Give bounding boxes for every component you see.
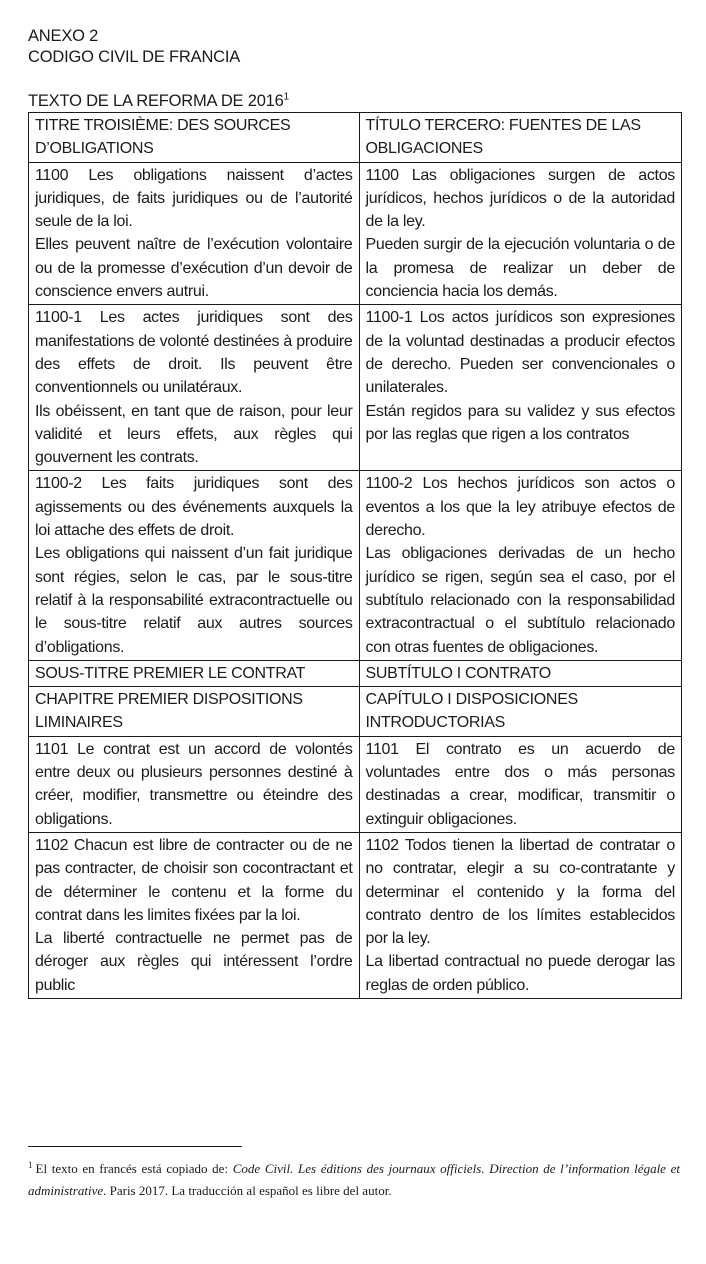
article-row <box>29 832 682 998</box>
footnote-source: Code Civil. Les éditions des journaux officiels. Direction de l’information légale et administrative <box>28 1161 680 1198</box>
french-cell <box>29 736 360 832</box>
heading-row <box>29 113 682 163</box>
footnote-divider <box>28 1146 242 1147</box>
annex-label: ANEXO 2 <box>28 27 99 45</box>
spanish-cell <box>359 660 681 686</box>
footnote-tail: . Paris 2017. La traducción al español es libre del autor. <box>103 1183 392 1198</box>
spanish-cell <box>359 687 681 737</box>
french-cell <box>29 687 360 737</box>
article-row <box>29 471 682 660</box>
spanish-cell <box>359 162 681 305</box>
article-row <box>29 162 682 305</box>
spanish-paragraph: Están regidos para su validez y sus efectos por las reglas que rigen a los contratos <box>365 402 675 443</box>
heading-row <box>29 660 682 686</box>
spanish-paragraph: La libertad contractual no puede derogar las reglas de orden público. <box>365 953 675 994</box>
footnote <box>28 1158 680 1202</box>
footnote-lead: El texto en francés está copiado de: <box>35 1161 233 1176</box>
french-paragraph: CHAPITRE PREMIER DISPOSITIONS LIMINAIRES <box>35 691 303 732</box>
reform-title <box>28 91 682 112</box>
spanish-cell <box>359 305 681 471</box>
french-cell <box>29 832 360 998</box>
spanish-paragraph: 1100-2 Los hechos jurídicos son actos o eventos a los que la ley atribuye efectos de derecho. <box>365 475 675 540</box>
french-cell <box>29 305 360 471</box>
bilingual-table <box>28 112 682 999</box>
french-paragraph: 1100-1 Les actes juridiques sont des manifestations de volonté destinées à produire des effets de droit. Ils peuvent être conventionnels ou unilatéraux. <box>35 309 353 397</box>
french-cell <box>29 113 360 163</box>
article-row <box>29 305 682 471</box>
article-row <box>29 736 682 832</box>
spanish-paragraph: SUBTÍTULO I CONTRATO <box>365 664 551 682</box>
table-body <box>29 113 682 999</box>
reform-title-text: TEXTO DE LA REFORMA DE 2016 <box>28 92 284 110</box>
spanish-paragraph: Pueden surgir de la ejecución voluntaria o de la promesa de realizar un deber de conciencia hacia los demás. <box>365 236 675 301</box>
spanish-cell <box>359 113 681 163</box>
spanish-paragraph: TÍTULO TERCERO: FUENTES DE LAS OBLIGACIONES <box>365 117 641 158</box>
spanish-paragraph: 1101 El contrato es un acuerdo de voluntades entre dos o más personas destinadas a crear, modificar, transmitir o extinguir obligaciones. <box>365 740 675 828</box>
french-paragraph: 1100 Les obligations naissent d’actes juridiques, de faits juridiques ou de l’autorité seule de la loi. <box>35 166 353 231</box>
french-paragraph: 1100-2 Les faits juridiques sont des agissements ou des événements auxquels la loi attache des effets de droit. <box>35 475 353 540</box>
spanish-paragraph: 1102 Todos tienen la libertad de contratar o no contratar, elegir a su co-contratante y determinar el contenido y la forma del contrato dentro de los límites establecidos por la ley. <box>365 836 675 948</box>
footnote-number: 1 <box>28 1159 33 1170</box>
footnote-reference: 1 <box>283 91 290 103</box>
french-cell <box>29 471 360 660</box>
french-paragraph: 1101 Le contrat est un accord de volontés entre deux ou plusieurs personnes destiné à créer, modifier, transmettre ou éteindre des obligations. <box>35 740 353 828</box>
french-paragraph: 1102 Chacun est libre de contracter ou de ne pas contracter, de choisir son cocontractant et de déterminer le contenu et la forme du contrat dans les limites fixées par la loi. <box>35 836 353 924</box>
code-title: CODIGO CIVIL DE FRANCIA <box>28 48 241 66</box>
spanish-paragraph: 1100-1 Los actos jurídicos son expresiones de la voluntad destinadas a producir efectos de derecho. Pueden ser convencionales o unilaterales. <box>365 309 675 397</box>
french-paragraph: Ils obéissent, en tant que de raison, pour leur validité et leurs effets, aux règles qui gouvernent les contrats. <box>35 402 353 467</box>
spanish-paragraph: CAPÍTULO I DISPOSICIONES INTRODUCTORIAS <box>365 691 578 732</box>
french-paragraph: SOUS-TITRE PREMIER LE CONTRAT <box>35 664 306 682</box>
spanish-cell <box>359 736 681 832</box>
spanish-cell <box>359 471 681 660</box>
french-paragraph: TITRE TROISIÈME: DES SOURCES D’OBLIGATIONS <box>35 117 291 158</box>
french-cell <box>29 162 360 305</box>
french-paragraph: Elles peuvent naître de l’exécution volontaire ou de la promesse d’exécution d’un devoir de conscience envers autrui. <box>35 236 353 301</box>
spanish-cell <box>359 832 681 998</box>
french-paragraph: Les obligations qui naissent d’un fait juridique sont régies, selon le cas, par le sous-titre relatif à la responsabilité extracontractuelle ou le sous-titre relatif aux autres sources d’obligations. <box>35 545 353 656</box>
french-cell <box>29 660 360 686</box>
spanish-paragraph: 1100 Las obligaciones surgen de actos jurídicos, hechos jurídicos o de la autoridad de la ley. <box>365 166 675 231</box>
french-paragraph: La liberté contractuelle ne permet pas de déroger aux règles qui intéressent l’ordre public <box>35 930 353 994</box>
document-page <box>28 26 682 999</box>
heading-row <box>29 687 682 737</box>
spanish-paragraph: Las obligaciones derivadas de un hecho jurídico se rigen, según sea el caso, por el subtítulo relacionado con la responsabilidad extracontractual o el subtítulo relacionado con otras fuentes de obligaciones. <box>365 545 675 656</box>
